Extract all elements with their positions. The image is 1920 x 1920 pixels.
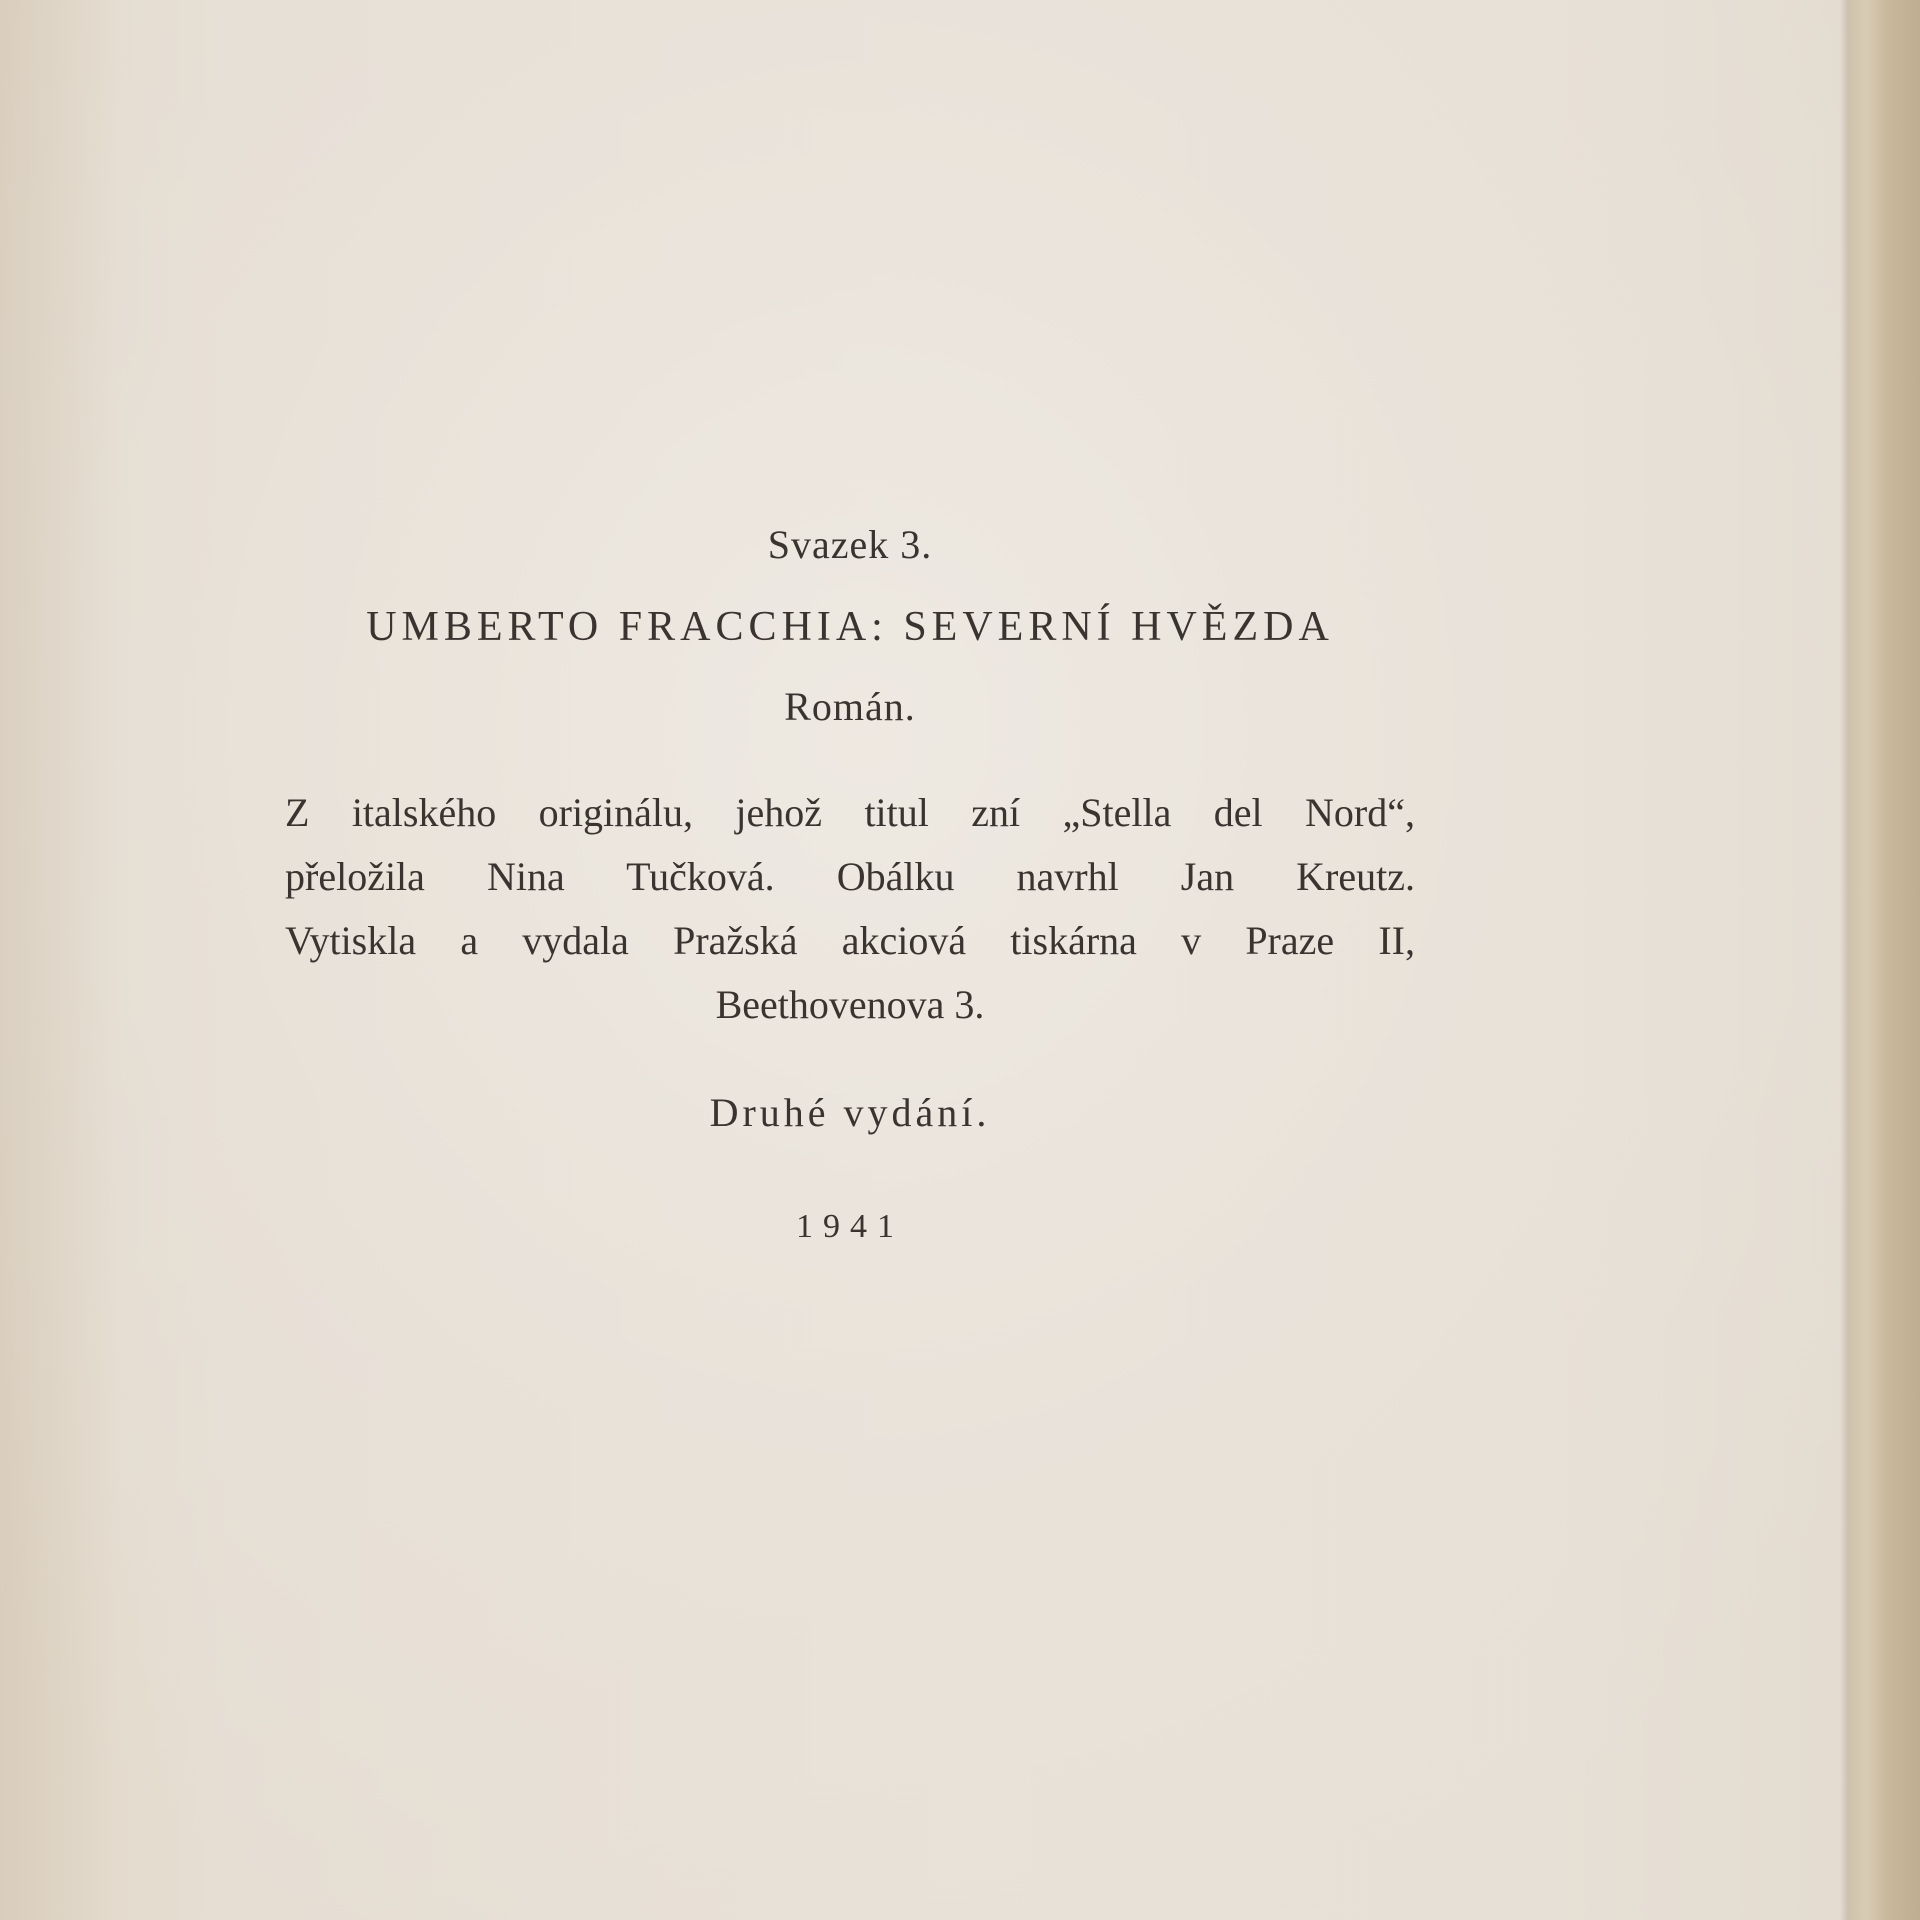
imprint-line: Vytiskla a vydala Pražská akciová tiskárna v Praze II, (285, 918, 1415, 963)
colophon (285, 515, 1415, 1257)
adjacent-page-edge (1848, 0, 1920, 1920)
publication-year: 1941 (796, 1208, 904, 1245)
book-title: UMBERTO FRACCHIA: SEVERNÍ HVĚZDA (366, 604, 1334, 650)
imprint-line: Z italského originálu, jehož titul zní „Stella del Nord“, (285, 790, 1415, 835)
imprint-line: Beethovenova 3. (715, 982, 985, 1027)
genre-label: Román. (784, 684, 916, 729)
page-shadow (0, 0, 120, 1920)
volume-number: Svazek 3. (767, 522, 933, 567)
imprint-line: přeložila Nina Tučková. Obálku navrhl Jan Kreutz. (285, 854, 1415, 899)
edition-note: Druhé vydání. (709, 1090, 991, 1135)
imprint-paragraph (285, 781, 1415, 1037)
